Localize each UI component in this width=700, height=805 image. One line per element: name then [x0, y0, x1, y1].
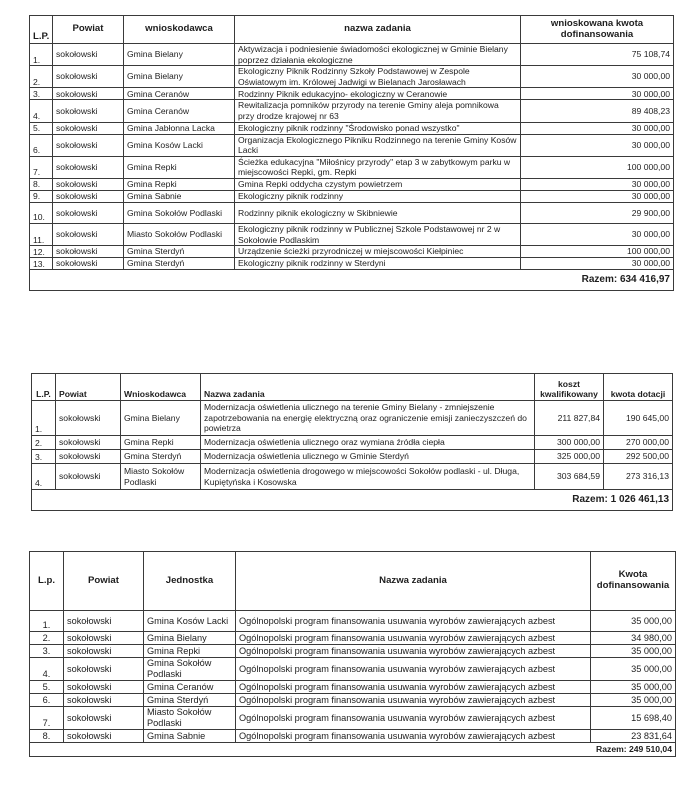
cell-powiat: sokołowski: [53, 66, 124, 88]
cell-lp: 7.: [30, 707, 64, 730]
cell-powiat: sokołowski: [56, 450, 121, 464]
cell-lp: 7.: [30, 156, 53, 178]
cell-nazwa-zadania: Ogólnopolski program finansowania usuwania wyrobów zawierających azbest: [236, 658, 591, 681]
cell-jednostka: Gmina Repki: [144, 645, 236, 658]
cell-kwota: 35 000,00: [591, 681, 676, 694]
cell-nazwa-zadania: Ogólnopolski program finansowania usuwania wyrobów zawierających azbest: [236, 707, 591, 730]
table-body: [30, 44, 674, 270]
cell-lp: 8.: [30, 730, 64, 743]
table-row: [30, 88, 674, 100]
table-header-row: [30, 16, 674, 44]
street-lighting-grants-table: [31, 373, 673, 511]
cell-wnioskodawca: Gmina Sokołów Podlaski: [124, 202, 235, 223]
cell-lp: 5.: [30, 681, 64, 694]
cell-nazwa-zadania: Ekologiczny piknik rodzinny w Publicznej Szkole Podstawowej nr 2 w Sokołowie Podlaskim: [235, 223, 521, 245]
cell-nazwa-zadania: Modernizacja oświetlenia ulicznego oraz wymiana źródła ciepła: [201, 436, 535, 450]
table-row: [32, 401, 673, 436]
table-row: [30, 611, 676, 632]
cell-lp: 13.: [30, 258, 53, 270]
table-row: [32, 436, 673, 450]
cell-nazwa-zadania: Modernizacja oświetlenia ulicznego na terenie Gminy Bielany - zmniejszenie zapotrzebowania na energię elektryczną oraz ograniczenie emisji zanieczyszczeń do powietrza: [201, 401, 535, 436]
cell-nazwa-zadania: Modernizacja oświetlenia drogowego w miejscowości Sokołów podlaski - ul. Długa, Kupiętyńska i Kosowska: [201, 464, 535, 490]
cell-powiat: sokołowski: [53, 100, 124, 122]
table-row: [30, 190, 674, 202]
column-header-koszt-kwalifikowany: koszt kwalifikowany: [535, 374, 604, 401]
cell-kwota: 35 000,00: [591, 694, 676, 707]
cell-wnioskodawca: Gmina Bielany: [121, 401, 201, 436]
table-row: [30, 44, 674, 66]
cell-kwota: 30 000,00: [521, 178, 674, 190]
cell-kwota: 30 000,00: [521, 88, 674, 100]
cell-nazwa-zadania: Ogólnopolski program finansowania usuwania wyrobów zawierających azbest: [236, 694, 591, 707]
cell-kwota: 30 000,00: [521, 190, 674, 202]
column-header-kwota: Kwota dofinansowania: [591, 552, 676, 611]
cell-lp: 2.: [30, 632, 64, 645]
table-row: [30, 707, 676, 730]
cell-powiat: sokołowski: [53, 246, 124, 258]
cell-kwota: 30 000,00: [521, 66, 674, 88]
cell-wnioskodawca: Gmina Bielany: [124, 66, 235, 88]
cell-lp: 3.: [30, 645, 64, 658]
cell-lp: 3.: [32, 450, 56, 464]
cell-kwota: 100 000,00: [521, 156, 674, 178]
cell-kwota-dotacji: 273 316,13: [604, 464, 673, 490]
cell-powiat: sokołowski: [53, 156, 124, 178]
cell-koszt-kwalifikowany: 303 684,59: [535, 464, 604, 490]
cell-kwota: 100 000,00: [521, 246, 674, 258]
cell-nazwa-zadania: Gmina Repki oddycha czystym powietrzem: [235, 178, 521, 190]
cell-kwota: 30 000,00: [521, 122, 674, 134]
cell-kwota: 30 000,00: [521, 223, 674, 245]
column-header-powiat: Powiat: [64, 552, 144, 611]
cell-jednostka: Gmina Bielany: [144, 632, 236, 645]
cell-nazwa-zadania: Ekologiczny piknik rodzinny: [235, 190, 521, 202]
cell-kwota: 23 831,64: [591, 730, 676, 743]
table-row: [30, 730, 676, 743]
column-header-nazwa-zadania: Nazwa zadania: [236, 552, 591, 611]
cell-powiat: sokołowski: [64, 681, 144, 694]
cell-lp: 10.: [30, 202, 53, 223]
column-header-lp: L.P.: [32, 374, 56, 401]
cell-nazwa-zadania: Ekologiczny Piknik Rodzinny Szkoły Podstawowej w Zespole Oświatowym im. Królowej Jadwigi w Bielanach Jarosławach: [235, 66, 521, 88]
cell-nazwa-zadania: Ogólnopolski program finansowania usuwania wyrobów zawierających azbest: [236, 611, 591, 632]
table-row: [30, 156, 674, 178]
cell-wnioskodawca: Miasto Sokołów Podlaski: [121, 464, 201, 490]
table-row: [30, 645, 676, 658]
cell-wnioskodawca: Gmina Repki: [124, 178, 235, 190]
cell-kwota-dotacji: 292 500,00: [604, 450, 673, 464]
cell-nazwa-zadania: Ogólnopolski program finansowania usuwania wyrobów zawierających azbest: [236, 681, 591, 694]
cell-powiat: sokołowski: [64, 645, 144, 658]
cell-kwota: 30 000,00: [521, 258, 674, 270]
column-header-nazwa-zadania: nazwa zadania: [235, 16, 521, 44]
cell-wnioskodawca: Gmina Repki: [121, 436, 201, 450]
cell-wnioskodawca: Gmina Sabnie: [124, 190, 235, 202]
column-header-kwota: wnioskowana kwota dofinansowania: [521, 16, 674, 44]
table-row: [30, 202, 674, 223]
cell-powiat: sokołowski: [53, 88, 124, 100]
cell-lp: 11.: [30, 223, 53, 245]
cell-wnioskodawca: Gmina Bielany: [124, 44, 235, 66]
table-body: [30, 611, 676, 743]
column-header-kwota-dotacji: kwota dotacji: [604, 374, 673, 401]
asbestos-grants-table: [29, 551, 676, 757]
column-header-powiat: Powiat: [53, 16, 124, 44]
cell-nazwa-zadania: Ekologiczny piknik rodzinny "Środowisko ponad wszystko": [235, 122, 521, 134]
cell-powiat: sokołowski: [64, 707, 144, 730]
cell-kwota: 29 900,00: [521, 202, 674, 223]
cell-wnioskodawca: Gmina Jabłonna Lacka: [124, 122, 235, 134]
cell-jednostka: Miasto Sokołów Podlaski: [144, 707, 236, 730]
total-row: [30, 743, 676, 757]
cell-wnioskodawca: Gmina Sterdyń: [124, 258, 235, 270]
cell-powiat: sokołowski: [53, 134, 124, 156]
table-row: [30, 258, 674, 270]
cell-wnioskodawca: Gmina Repki: [124, 156, 235, 178]
cell-lp: 6.: [30, 134, 53, 156]
table-row: [30, 246, 674, 258]
cell-powiat: sokołowski: [53, 190, 124, 202]
cell-kwota-dotacji: 270 000,00: [604, 436, 673, 450]
cell-nazwa-zadania: Urządzenie ścieżki przyrodniczej w miejscowości Kiełpiniec: [235, 246, 521, 258]
table-row: [32, 450, 673, 464]
cell-kwota: 15 698,40: [591, 707, 676, 730]
cell-powiat: sokołowski: [56, 464, 121, 490]
table-row: [32, 464, 673, 490]
cell-kwota: 35 000,00: [591, 611, 676, 632]
cell-powiat: sokołowski: [53, 258, 124, 270]
column-header-lp: L.P.: [30, 16, 53, 44]
cell-kwota: 35 000,00: [591, 658, 676, 681]
total-value: Razem: 1 026 461,13: [32, 490, 673, 511]
column-header-wnioskodawca: wnioskodawca: [124, 16, 235, 44]
cell-powiat: sokołowski: [64, 658, 144, 681]
total-row: [32, 490, 673, 511]
cell-powiat: sokołowski: [53, 223, 124, 245]
cell-kwota: 35 000,00: [591, 645, 676, 658]
cell-powiat: sokołowski: [56, 401, 121, 436]
cell-lp: 9.: [30, 190, 53, 202]
cell-koszt-kwalifikowany: 300 000,00: [535, 436, 604, 450]
cell-powiat: sokołowski: [64, 694, 144, 707]
total-value: Razem: 634 416,97: [30, 270, 674, 291]
column-header-wnioskodawca: Wnioskodawca: [121, 374, 201, 401]
cell-nazwa-zadania: Ścieżka edukacyjna "Miłośnicy przyrody" etap 3 w zabytkowym parku w miejscowości Repki, gm. Repki: [235, 156, 521, 178]
cell-jednostka: Gmina Sterdyń: [144, 694, 236, 707]
cell-nazwa-zadania: Ogólnopolski program finansowania usuwania wyrobów zawierających azbest: [236, 730, 591, 743]
cell-lp: 4.: [32, 464, 56, 490]
cell-powiat: sokołowski: [53, 178, 124, 190]
total-value: Razem: 249 510,04: [30, 743, 676, 757]
table-row: [30, 178, 674, 190]
cell-wnioskodawca: Gmina Sterdyń: [124, 246, 235, 258]
table-row: [30, 122, 674, 134]
table-row: [30, 694, 676, 707]
cell-lp: 12.: [30, 246, 53, 258]
cell-wnioskodawca: Gmina Ceranów: [124, 100, 235, 122]
cell-powiat: sokołowski: [64, 611, 144, 632]
cell-powiat: sokołowski: [53, 122, 124, 134]
cell-lp: 4.: [30, 658, 64, 681]
cell-nazwa-zadania: Rodzinny Piknik edukacyjno- ekologiczny w Ceranowie: [235, 88, 521, 100]
cell-lp: 2.: [30, 66, 53, 88]
cell-nazwa-zadania: Ekologiczny piknik rodzinny w Sterdyni: [235, 258, 521, 270]
table-header-row: [30, 552, 676, 611]
cell-jednostka: Gmina Sabnie: [144, 730, 236, 743]
cell-nazwa-zadania: Rewitalizacja pomników przyrody na terenie Gminy aleja pomnikowa przy drodze krajowej nr 63: [235, 100, 521, 122]
table-row: [30, 100, 674, 122]
column-header-jednostka: Jednostka: [144, 552, 236, 611]
cell-wnioskodawca: Gmina Sterdyń: [121, 450, 201, 464]
cell-lp: 3.: [30, 88, 53, 100]
cell-lp: 5.: [30, 122, 53, 134]
column-header-powiat: Powiat: [56, 374, 121, 401]
cell-lp: 1.: [30, 611, 64, 632]
cell-powiat: sokołowski: [64, 730, 144, 743]
cell-powiat: sokołowski: [56, 436, 121, 450]
table-row: [30, 66, 674, 88]
cell-powiat: sokołowski: [64, 632, 144, 645]
cell-lp: 2.: [32, 436, 56, 450]
total-row: [30, 270, 674, 291]
cell-wnioskodawca: Gmina Ceranów: [124, 88, 235, 100]
table-row: [30, 632, 676, 645]
cell-wnioskodawca: Miasto Sokołów Podlaski: [124, 223, 235, 245]
ecology-grants-table: [29, 15, 674, 291]
cell-powiat: sokołowski: [53, 44, 124, 66]
cell-jednostka: Gmina Ceranów: [144, 681, 236, 694]
cell-jednostka: Gmina Kosów Lacki: [144, 611, 236, 632]
cell-lp: 1.: [30, 44, 53, 66]
cell-lp: 8.: [30, 178, 53, 190]
column-header-nazwa-zadania: Nazwa zadania: [201, 374, 535, 401]
cell-wnioskodawca: Gmina Kosów Lacki: [124, 134, 235, 156]
cell-kwota: 75 108,74: [521, 44, 674, 66]
cell-koszt-kwalifikowany: 325 000,00: [535, 450, 604, 464]
cell-kwota: 30 000,00: [521, 134, 674, 156]
column-header-lp: L.p.: [30, 552, 64, 611]
cell-kwota: 34 980,00: [591, 632, 676, 645]
table-row: [30, 658, 676, 681]
cell-koszt-kwalifikowany: 211 827,84: [535, 401, 604, 436]
table-header-row: [32, 374, 673, 401]
cell-nazwa-zadania: Ogólnopolski program finansowania usuwania wyrobów zawierających azbest: [236, 632, 591, 645]
cell-lp: 4.: [30, 100, 53, 122]
table-body: [32, 401, 673, 490]
cell-nazwa-zadania: Modernizacja oświetlenia ulicznego w Gminie Sterdyń: [201, 450, 535, 464]
cell-nazwa-zadania: Rodzinny piknik ekologiczny w Skibniewie: [235, 202, 521, 223]
table-row: [30, 134, 674, 156]
cell-lp: 6.: [30, 694, 64, 707]
cell-kwota-dotacji: 190 645,00: [604, 401, 673, 436]
cell-nazwa-zadania: Organizacja Ekologicznego Pikniku Rodzinnego na terenie Gminy Kosów Lacki: [235, 134, 521, 156]
cell-kwota: 89 408,23: [521, 100, 674, 122]
cell-nazwa-zadania: Ogólnopolski program finansowania usuwania wyrobów zawierających azbest: [236, 645, 591, 658]
cell-jednostka: Gmina Sokołów Podlaski: [144, 658, 236, 681]
cell-powiat: sokołowski: [53, 202, 124, 223]
table-row: [30, 223, 674, 245]
cell-nazwa-zadania: Aktywizacja i podniesienie świadomości ekologicznej w Gminie Bielany poprzez działania ekologiczne: [235, 44, 521, 66]
cell-lp: 1.: [32, 401, 56, 436]
table-row: [30, 681, 676, 694]
